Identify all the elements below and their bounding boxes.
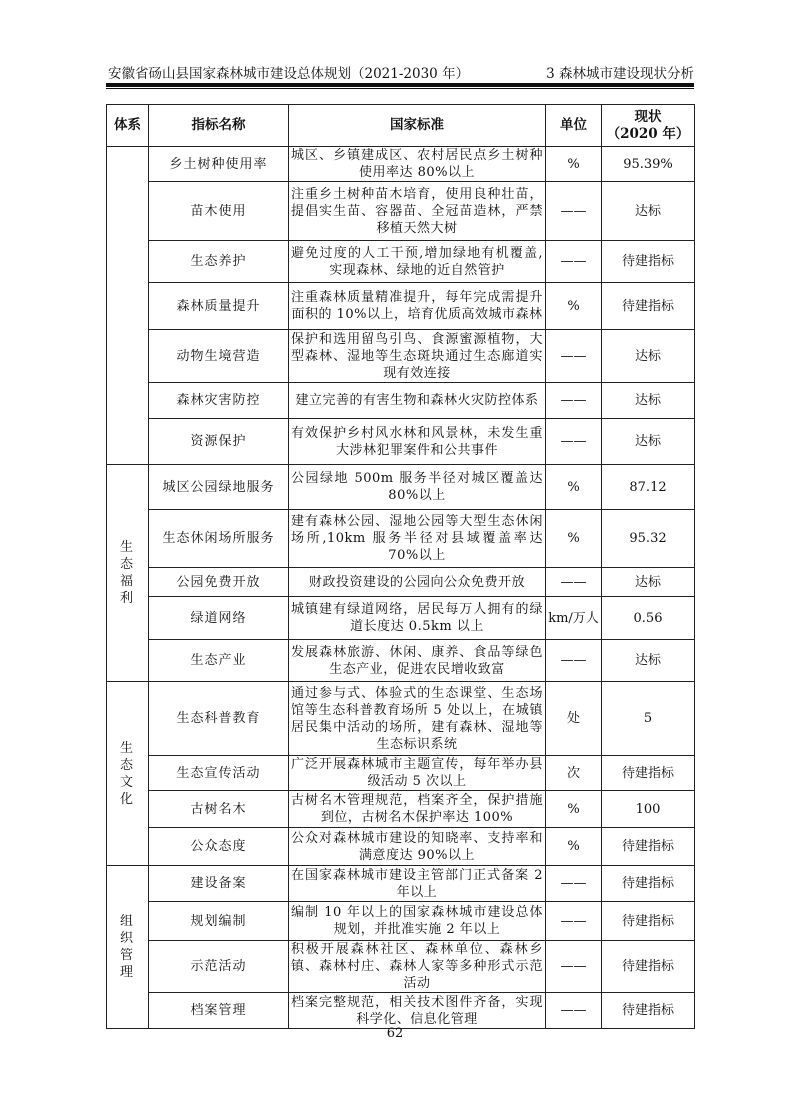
indicator-name: 建设备案 [149,866,289,902]
table-row [107,682,695,756]
unit: —— [546,568,602,597]
table-row [107,147,695,182]
indicator-name: 森林质量提升 [149,283,289,330]
table-row [107,597,695,640]
status-2020: 待建指标 [602,756,695,791]
indicator-name: 公园免费开放 [149,568,289,597]
national-standard: 财政投资建设的公园向公众免费开放 [289,568,546,597]
system-group-label [107,147,149,465]
col-system: 体系 [107,105,149,147]
header-rule-thin [106,88,694,89]
unit: % [546,828,602,866]
status-2020: 待建指标 [602,828,695,866]
status-2020: 达标 [602,330,695,383]
header-chapter: 3 森林城市建设现状分析 [546,66,694,82]
unit: —— [546,383,602,419]
col-indicator: 指标名称 [149,105,289,147]
col-unit: 单位 [546,105,602,147]
indicator-name: 生态休闲场所服务 [149,510,289,568]
unit: —— [546,902,602,941]
status-2020: 待建指标 [602,993,695,1029]
national-standard: 注重森林质量精准提升，每年完成需提升面积的 10%以上，培育优质高效城市森林 [289,283,546,330]
indicator-name: 规划编制 [149,902,289,941]
indicator-name: 乡土树种使用率 [149,147,289,182]
indicator-name: 生态科普教育 [149,682,289,756]
unit: —— [546,640,602,682]
indicator-name: 动物生境营造 [149,330,289,383]
national-standard: 编制 10 年以上的国家森林城市建设总体规划，并批准实施 2 年以上 [289,902,546,941]
table-row [107,419,695,465]
national-standard: 广泛开展森林城市主题宣传，每年举办县级活动 5 次以上 [289,756,546,791]
table-row [107,866,695,902]
table-row [107,941,695,993]
indicator-name: 苗木使用 [149,182,289,241]
indicator-name: 古树名木 [149,791,289,828]
system-group-label: 组织管理 [107,866,149,1029]
national-standard: 公众对森林城市建设的知晓率、支持率和满意度达 90%以上 [289,828,546,866]
table-row [107,568,695,597]
status-2020: 100 [602,791,695,828]
status-2020: 待建指标 [602,866,695,902]
table-header-row [107,105,695,147]
col-status: 现状 （2020 年） [602,105,695,147]
national-standard: 积极开展森林社区、森林单位、森林乡镇、森林村庄、森林人家等多种形式示范活动 [289,941,546,993]
unit: % [546,510,602,568]
status-2020: 95.39% [602,147,695,182]
national-standard: 档案完整规范，相关技术图件齐备，实现科学化、信息化管理 [289,993,546,1029]
unit: 次 [546,756,602,791]
status-2020: 待建指标 [602,941,695,993]
status-2020: 待建指标 [602,902,695,941]
header-rule [106,83,694,87]
table-row [107,756,695,791]
table-row [107,902,695,941]
system-group-label: 生态文化 [107,682,149,866]
status-2020: 待建指标 [602,283,695,330]
status-2020: 达标 [602,568,695,597]
table-row [107,465,695,510]
status-2020: 达标 [602,383,695,419]
header-title: 安徽省砀山县国家森林城市建设总体规划（2021-2030 年） [108,66,470,82]
unit: % [546,791,602,828]
national-standard: 建立完善的有害生物和森林火灾防控体系 [289,383,546,419]
status-2020: 达标 [602,419,695,465]
national-standard: 有效保护乡村风水林和风景林，未发生重大涉林犯罪案件和公共事件 [289,419,546,465]
unit: —— [546,941,602,993]
unit: —— [546,182,602,241]
unit: —— [546,993,602,1029]
table-row [107,330,695,383]
unit: 处 [546,682,602,756]
indicator-name: 生态养护 [149,241,289,283]
unit: —— [546,241,602,283]
table-row [107,283,695,330]
unit: % [546,465,602,510]
national-standard: 保护和选用留鸟引鸟、食源蜜源植物，大型森林、湿地等生态斑块通过生态廊道实现有效连接 [289,330,546,383]
table-row [107,791,695,828]
unit: % [546,147,602,182]
national-standard: 公园绿地 500m 服务半径对城区覆盖达 80%以上 [289,465,546,510]
indicator-name: 森林灾害防控 [149,383,289,419]
table-row [107,828,695,866]
indicator-table [106,104,695,1029]
indicator-name: 档案管理 [149,993,289,1029]
table-row [107,510,695,568]
system-group-label: 生态福利 [107,465,149,682]
national-standard: 注重乡土树种苗木培育，使用良种壮苗，提倡实生苗、容器苗、全冠苗造林，严禁移植天然大树 [289,182,546,241]
status-2020: 达标 [602,182,695,241]
col-standard: 国家标准 [289,105,546,147]
national-standard: 避免过度的人工干预,增加绿地有机覆盖,实现森林、绿地的近自然管护 [289,241,546,283]
indicator-name: 绿道网络 [149,597,289,640]
national-standard: 建有森林公园、湿地公园等大型生态休闲场所,10km 服务半径对县域覆盖率达 70%以上 [289,510,546,568]
indicator-name: 资源保护 [149,419,289,465]
unit: —— [546,419,602,465]
unit: km/万人 [546,597,602,640]
table-row [107,182,695,241]
indicator-name: 生态产业 [149,640,289,682]
unit: % [546,283,602,330]
national-standard: 城区、乡镇建成区、农村居民点乡土树种使用率达 80%以上 [289,147,546,182]
indicator-name: 公众态度 [149,828,289,866]
national-standard: 通过参与式、体验式的生态课堂、生态场馆等生态科普教育场所 5 处以上，在城镇居民集中活动的场所，建有森林、湿地等生态标识系统 [289,682,546,756]
national-standard: 城镇建有绿道网络，居民每万人拥有的绿道长度达 0.5km 以上 [289,597,546,640]
page-number: 62 [386,1026,404,1041]
status-2020: 待建指标 [602,241,695,283]
table-row [107,383,695,419]
table-row [107,640,695,682]
unit: —— [546,866,602,902]
status-2020: 达标 [602,640,695,682]
indicator-name: 示范活动 [149,941,289,993]
national-standard: 古树名木管理规范，档案齐全，保护措施到位，古树名木保护率达 100% [289,791,546,828]
indicator-name: 生态宣传活动 [149,756,289,791]
national-standard: 发展森林旅游、休闲、康养、食品等绿色生态产业，促进农民增收致富 [289,640,546,682]
status-2020: 5 [602,682,695,756]
status-2020: 95.32 [602,510,695,568]
status-2020: 87.12 [602,465,695,510]
indicator-name: 城区公园绿地服务 [149,465,289,510]
national-standard: 在国家森林城市建设主管部门正式备案 2 年以上 [289,866,546,902]
table-row [107,241,695,283]
unit: —— [546,330,602,383]
table-row [107,993,695,1029]
running-header [108,62,694,82]
status-2020: 0.56 [602,597,695,640]
